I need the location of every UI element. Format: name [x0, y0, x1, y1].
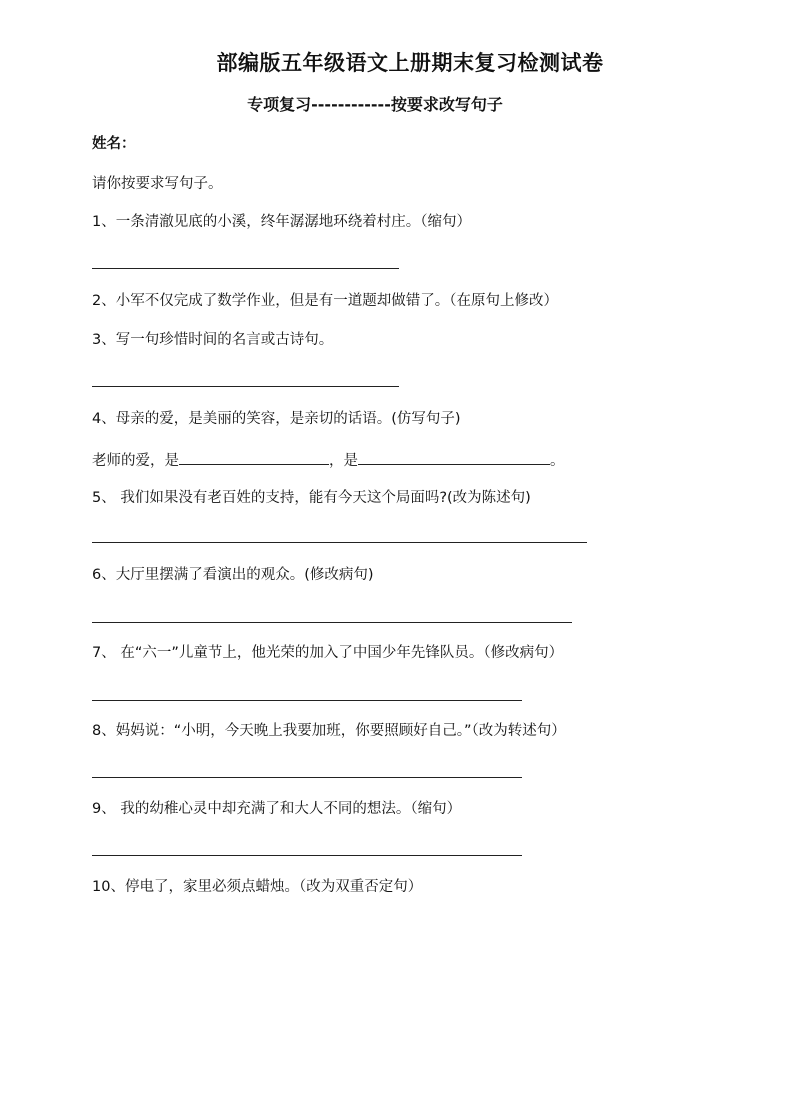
answer-line-5[interactable]	[92, 542, 587, 543]
worksheet-subtitle: 专项复习------------按要求改写句子	[247, 95, 503, 114]
question-8: 8、妈妈说：“小明，今天晚上我要加班，你要照顾好自己。”（改为转述句）	[92, 723, 566, 739]
question-2: 2、小军不仅完成了数学作业，但是有一道题却做错了。（在原句上修改）	[92, 293, 558, 309]
fill-sentence-part1: 老师的爱，是	[92, 453, 179, 469]
question-3: 3、写一句珍惜时间的名言或古诗句。	[92, 332, 334, 348]
answer-line-7[interactable]	[92, 700, 522, 701]
question-7: 7、 在“六一”儿童节上，他光荣的加入了中国少年先锋队员。（修改病句）	[92, 645, 564, 661]
question-5: 5、 我们如果没有老百姓的支持，能有今天这个局面吗?(改为陈述句)	[92, 490, 531, 506]
answer-line-1[interactable]	[92, 268, 399, 269]
question-9: 9、 我的幼稚心灵中却充满了和大人不同的想法。（缩句）	[92, 801, 462, 817]
answer-line-3[interactable]	[92, 386, 399, 387]
question-6: 6、大厅里摆满了看演出的观众。(修改病句)	[92, 567, 374, 583]
name-label: 姓名：	[92, 136, 136, 152]
question-1: 1、一条清澈见底的小溪，终年潺潺地环绕着村庄。（缩句）	[92, 214, 471, 230]
worksheet-title: 部编版五年级语文上册期末复习检测试卷	[216, 51, 604, 75]
question-4: 4、母亲的爱，是美丽的笑容，是亲切的话语。(仿写句子)	[92, 411, 461, 427]
question-10: 10、停电了，家里必须点蜡烛。（改为双重否定句）	[92, 879, 423, 895]
answer-line-8[interactable]	[92, 777, 522, 778]
answer-line-6[interactable]	[92, 622, 572, 623]
fill-sentence-part2: ，是	[329, 453, 358, 469]
fill-blank-1[interactable]	[179, 450, 329, 465]
fill-sentence-part3: 。	[550, 453, 565, 469]
fill-blank-2[interactable]	[358, 450, 550, 465]
answer-line-9[interactable]	[92, 855, 522, 856]
instruction: 请你按要求写句子。	[92, 176, 223, 192]
fill-sentence	[92, 450, 565, 471]
